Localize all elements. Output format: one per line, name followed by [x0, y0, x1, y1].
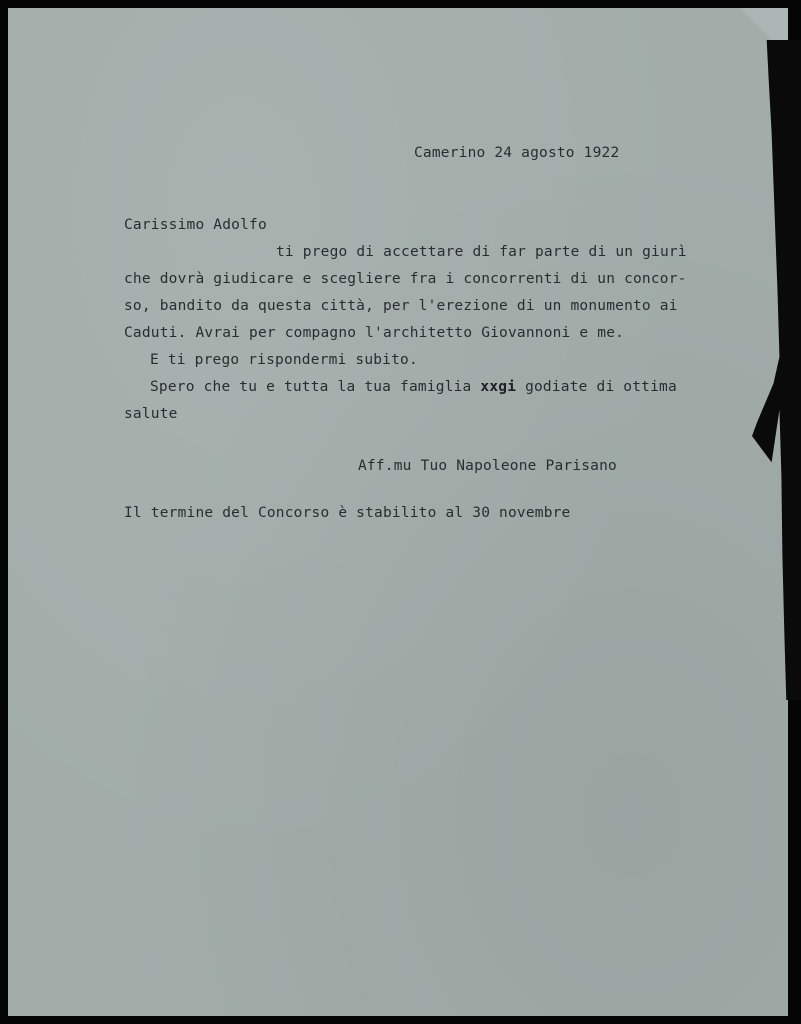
body-line: E ti prego rispondermi subito. [150, 352, 418, 368]
dateline: Camerino 24 agosto 1922 [414, 145, 620, 161]
signature: Aff.mu Tuo Napoleone Parisano [358, 458, 617, 474]
body-line: che dovrà giudicare e scegliere fra i concorrenti di un concor- [124, 271, 687, 287]
postscript: Il termine del Concorso è stabilito al 30 novembre [124, 505, 571, 521]
body-line-with-strikeover [150, 380, 677, 395]
body-line: Caduti. Avrai per compagno l'architetto Giovannoni e me. [124, 325, 625, 341]
body-line: so, bandito da questa città, per l'erezione di un monumento ai [124, 298, 678, 314]
body-line: ti prego di accettare di far parte di un giurì [276, 244, 687, 260]
body-text: godiate di ottima [516, 379, 677, 395]
body-text: Spero che tu e tutta la tua famiglia [150, 379, 481, 395]
body-line: salute [124, 406, 178, 422]
salutation: Carissimo Adolfo [124, 217, 267, 233]
struck-text: xxgi [480, 379, 517, 395]
